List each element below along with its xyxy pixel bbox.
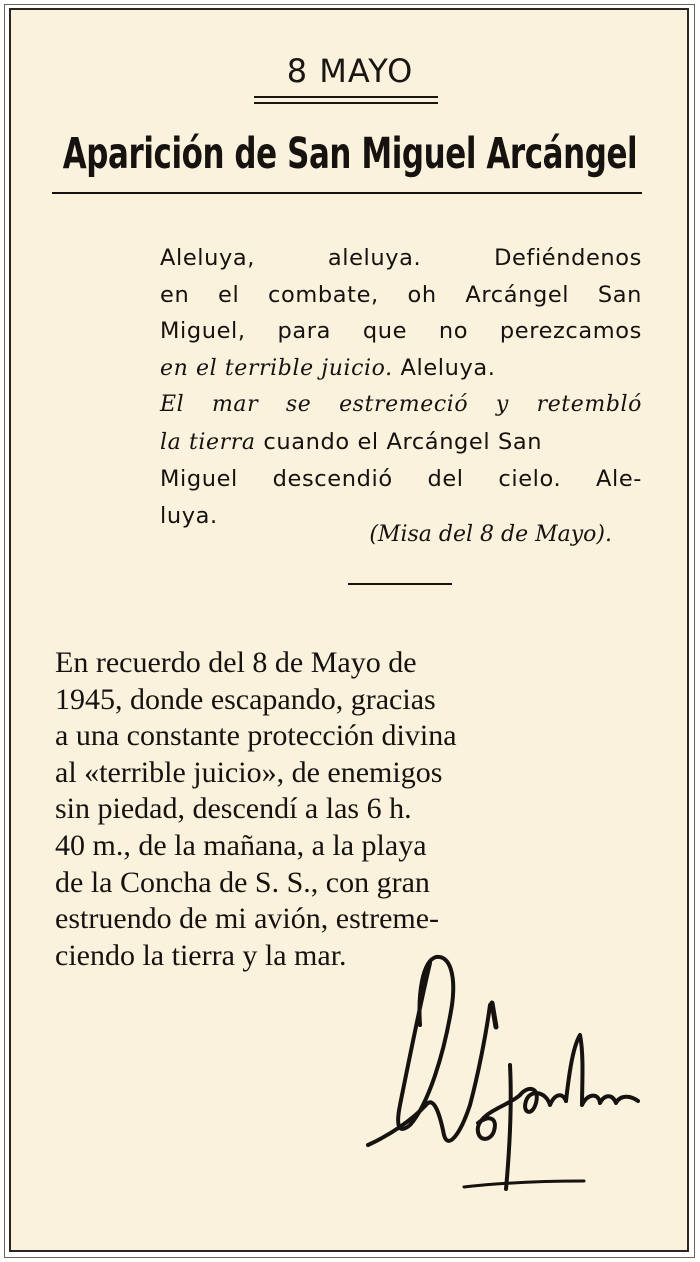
handwritten-signature [360, 945, 660, 1225]
prayer-italic: en el terrible juicio. [160, 355, 393, 381]
date-underline-top [254, 96, 438, 98]
page-title: Aparición de San Miguel Arcángel [62, 130, 638, 179]
date-heading: 8 MAYO [286, 52, 414, 90]
prayer-line [160, 350, 642, 388]
prayer-line [160, 424, 642, 462]
dedication-line: a una constante protección divina [55, 719, 457, 753]
title-underline [52, 192, 642, 194]
prayer-line: Miguel descendió del cielo. Ale- [160, 466, 642, 492]
dedication-line: al «terrible juicio», de enemigos [55, 755, 443, 789]
dedication-line: de la Concha de S. S., con gran [55, 865, 430, 899]
section-divider [348, 583, 452, 585]
date-underline-bottom [254, 102, 438, 104]
dedication-line: En recuerdo del 8 de Mayo de [55, 646, 417, 679]
dedication-line: 1945, donde escapando, gracias [55, 682, 436, 716]
dedication-line: 40 m., de la mañana, a la playa [55, 828, 427, 862]
dedication-line: sin piedad, descendí a las 6 h. [55, 792, 412, 826]
prayer-text-run: Aleluya. [400, 354, 496, 381]
prayer-line-italic: El mar se estremeció y retembló [160, 392, 642, 417]
prayer-line: Aleluya, aleluya. Defiéndenos [160, 245, 642, 271]
dedication-line: ciendo la tierra y la mar. [55, 938, 347, 972]
prayer-line: en el combate, oh Arcángel San [160, 281, 642, 308]
prayer-source: (Misa del 8 de Mayo). [369, 522, 612, 547]
prayer-line: luya. [160, 502, 218, 529]
prayer-text [160, 240, 642, 534]
dedication-line: estruendo de mi avión, estreme- [55, 902, 440, 936]
prayer-italic: la tierra [160, 429, 256, 455]
prayer-line: Miguel, para que no perezcamos [160, 318, 642, 344]
dedication-text [55, 645, 535, 974]
prayer-text-run: cuando el Arcángel San [263, 428, 543, 455]
